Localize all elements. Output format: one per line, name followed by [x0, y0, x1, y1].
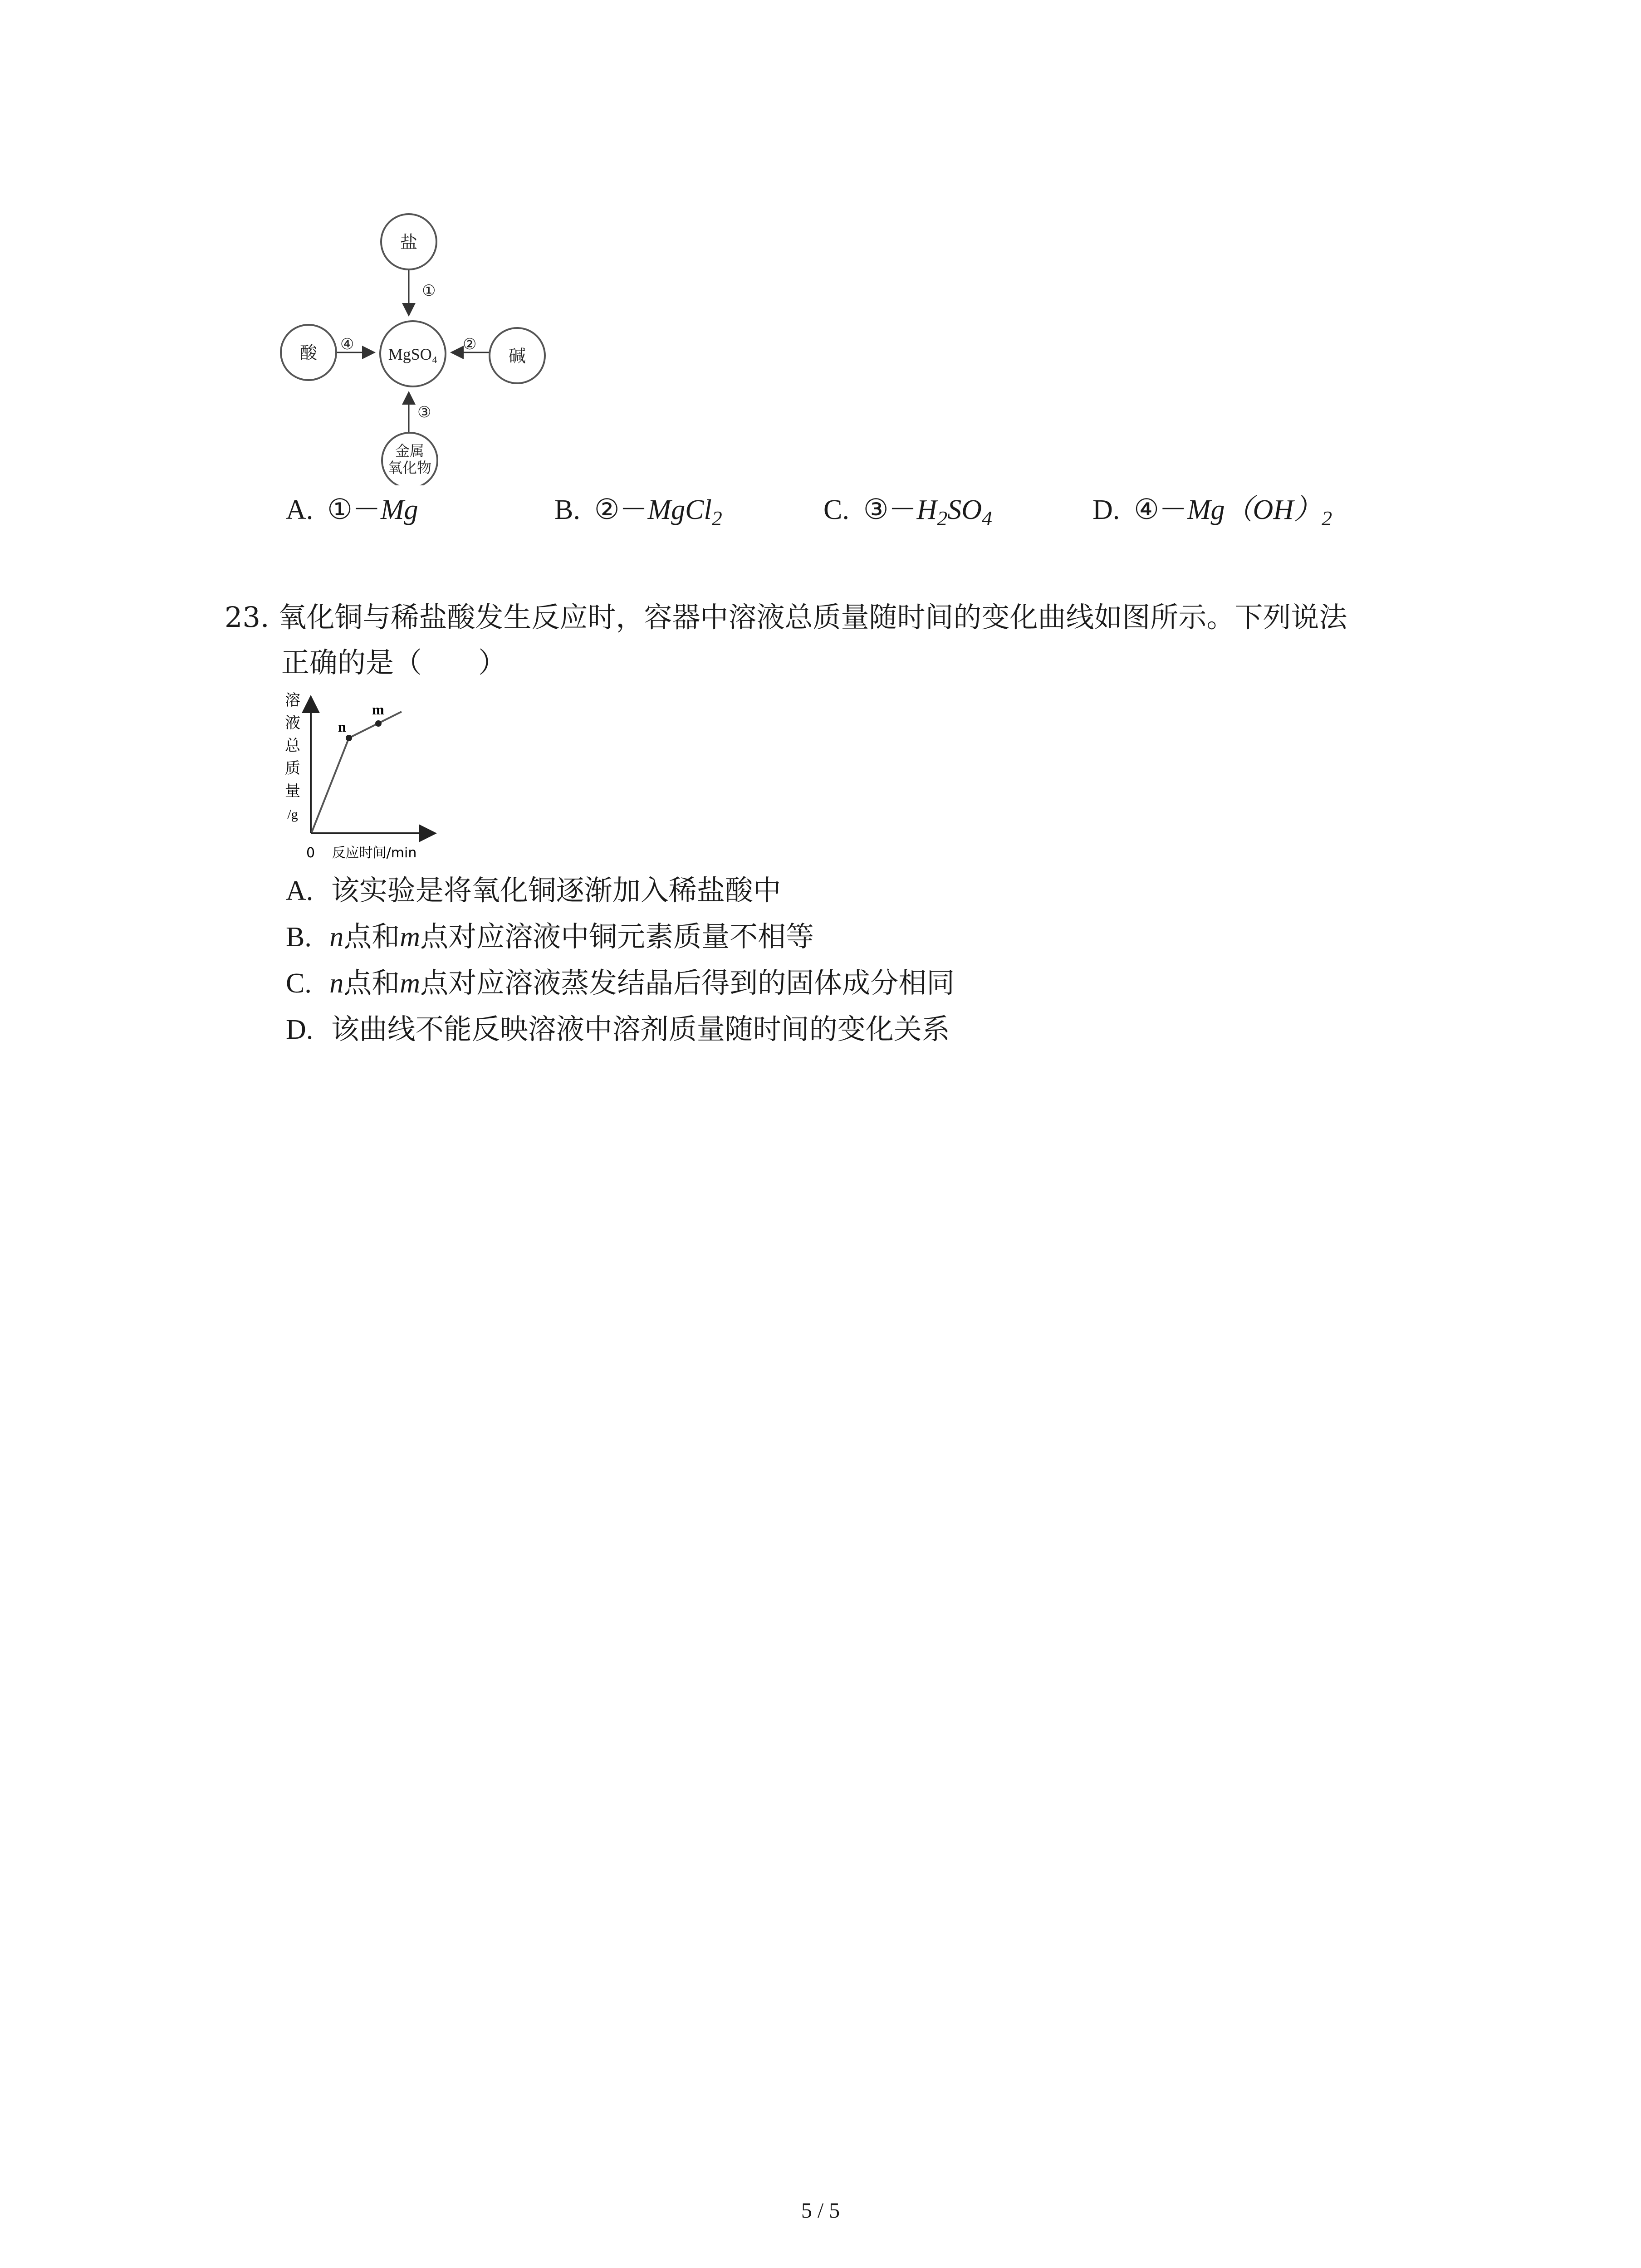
x-axis-label: 反应时间/min: [332, 845, 417, 861]
q23-stem-line2: 正确的是（ ）: [281, 646, 507, 679]
q22-option-c: C. $③-H_2SO_4$: [823, 493, 993, 530]
svg-text:碱: 碱: [508, 346, 526, 366]
node-acid: [281, 325, 336, 380]
q22-option-b: B. ②－MgCl$_2$: [554, 493, 722, 530]
svg-text:盐: 盐: [400, 232, 418, 252]
node-metal-oxide: [382, 433, 437, 485]
point-m-label: m: [372, 701, 384, 718]
point-n: [346, 735, 352, 741]
label-arrow-3: ③: [417, 403, 431, 421]
q23-stem-line1: 23. 氧化铜与稀盐酸发生反应时，容器中溶液总质量随时间的变化曲线如图所示。下列说法: [225, 601, 1347, 634]
node-base: [490, 328, 545, 383]
q23-option-d: D. 该曲线不能反映溶液中溶剂质量随时间的变化关系: [286, 1012, 950, 1046]
label-arrow-2: ②: [463, 335, 477, 353]
point-m: [375, 720, 382, 727]
q22-option-d: D. $④-Mg(OH)_2$: [1092, 493, 1332, 530]
y-axis-label-char: 总: [285, 737, 300, 755]
origin-label: 0: [306, 845, 315, 861]
q22-option-a: A. ①－Mg: [286, 493, 418, 526]
svg-text:MgSO₄: MgSO₄: [388, 345, 438, 363]
svg-text:酸: 酸: [299, 343, 318, 363]
y-axis-label-char: 溶: [285, 692, 300, 709]
y-axis-unit: /g: [287, 807, 298, 822]
label-arrow-4: ④: [340, 335, 354, 353]
q23-option-b: B. n点和m点对应溶液中铜元素质量不相等: [286, 920, 814, 953]
y-axis-label-char: 质: [285, 759, 300, 777]
mass-curve: [312, 712, 402, 832]
question-number: 23.: [225, 601, 269, 634]
svg-text:金属: 金属: [395, 442, 425, 459]
node-center-mgso4: [380, 321, 446, 386]
page-number: 5 / 5: [801, 2199, 840, 2223]
node-salt: [381, 214, 436, 269]
y-axis-label-char: 液: [285, 714, 300, 732]
reaction-diagram: [272, 213, 563, 485]
q23-option-a: A. 该实验是将氧化铜逐渐加入稀盐酸中: [286, 874, 781, 907]
point-n-label: n: [338, 719, 346, 735]
y-axis-label-char: 量: [285, 782, 300, 800]
svg-text:氧化物: 氧化物: [387, 459, 432, 476]
mass-time-graph: [279, 692, 492, 864]
label-arrow-1: ①: [422, 282, 436, 300]
q23-option-c: C. n点和m点对应溶液蒸发结晶后得到的固体成分相同: [286, 966, 955, 999]
